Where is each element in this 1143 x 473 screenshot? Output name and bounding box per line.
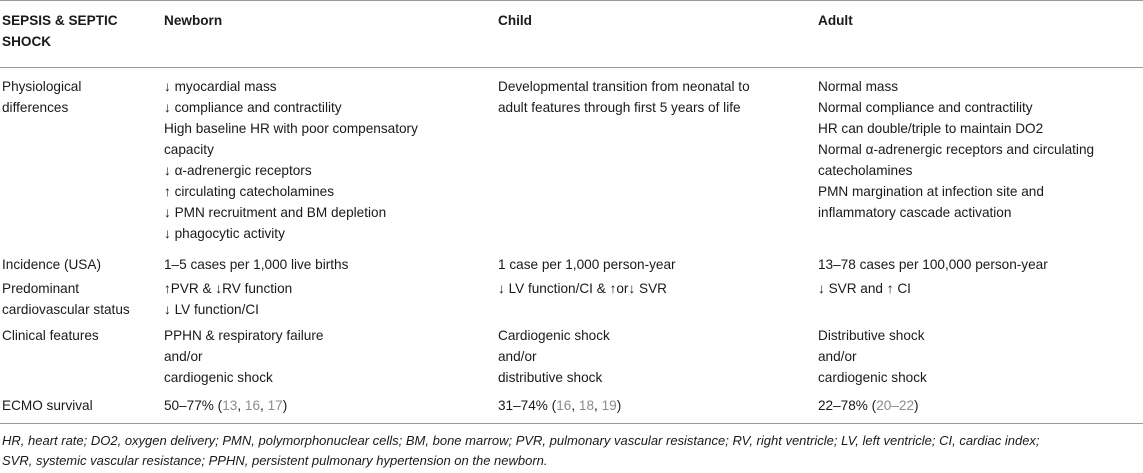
cell-line: distributive shock (498, 370, 603, 385)
row-cardio-label-line: cardiovascular status (2, 302, 130, 317)
row-cardio-newborn (164, 278, 292, 320)
ref-close: ) (616, 398, 622, 413)
ref-separator: , (237, 398, 245, 413)
footnote-line: SVR, systemic vascular resistance; PPHN, persistent pulmonary hypertension on the newborn. (2, 453, 548, 468)
table-top-rule (0, 0, 1143, 1)
row-cardio-label-line: Predominant (2, 281, 80, 296)
cell-line: adult features through first 5 years of life (498, 100, 741, 115)
cell-line: Normal compliance and contractility (818, 100, 1033, 115)
citation-link[interactable]: 16 (556, 398, 572, 413)
row-physio-label (2, 76, 81, 118)
cell-line: catecholamines (818, 163, 913, 178)
cell-line: ↓ LV function/CI (164, 302, 259, 317)
ref-separator: , (594, 398, 602, 413)
ref-separator: , (260, 398, 268, 413)
citation-link[interactable]: 17 (267, 398, 283, 413)
row-clinical-adult (818, 325, 927, 388)
cell-line: cardiogenic shock (818, 370, 927, 385)
citation-link[interactable]: 20–22 (876, 398, 915, 413)
ref-close: ) (914, 398, 919, 413)
cell-line: and/or (164, 349, 203, 364)
cell-line: Distributive shock (818, 328, 925, 343)
cell-line: ↓ compliance and contractility (164, 100, 342, 115)
cell-line: cardiogenic shock (164, 370, 273, 385)
cell-line: ↓ α-adrenergic receptors (164, 163, 312, 178)
cell-line: ↓ myocardial mass (164, 79, 277, 94)
row-cardio-child: ↓ LV function/CI & ↑or↓ SVR (498, 281, 667, 296)
row-cardio-label (2, 278, 130, 320)
row-clinical-child (498, 325, 610, 388)
table-footnote (2, 431, 1142, 471)
ecmo-value: 22–78% ( (818, 398, 877, 413)
header-category-line-2: SHOCK (2, 34, 52, 49)
citation-link[interactable]: 13 (222, 398, 238, 413)
cell-line: ↓ phagocytic activity (164, 226, 285, 241)
cell-line: ↓ PMN recruitment and BM depletion (164, 205, 387, 220)
cell-line: ↑ circulating catecholamines (164, 184, 335, 199)
row-incidence-label: Incidence (USA) (2, 257, 101, 272)
row-clinical-label: Clinical features (2, 328, 99, 343)
row-physio-label-line: differences (2, 100, 69, 115)
ref-close: ) (282, 398, 288, 413)
header-newborn: Newborn (164, 13, 223, 28)
header-category-line-1: SEPSIS & SEPTIC (2, 13, 118, 28)
citation-link[interactable]: 16 (244, 398, 261, 413)
row-clinical-newborn (164, 325, 323, 388)
citation-link[interactable]: 18 (578, 398, 595, 413)
cell-line: PMN margination at infection site and (818, 184, 1044, 199)
cell-line: capacity (164, 142, 214, 157)
row-physio-label-line: Physiological (2, 79, 82, 94)
footnote-line: HR, heart rate; DO2, oxygen delivery; PMN, polymorphonuclear cells; BM, bone marrow; PVR, pulmonary vascular resistance; RV, right ventricle; LV, left ventricle; CI, cardiac index; (2, 433, 1040, 448)
row-ecmo-label: ECMO survival (2, 398, 93, 413)
cell-line: High baseline HR with poor compensatory (164, 121, 418, 136)
cell-line: ↑PVR & ↓RV function (164, 281, 293, 296)
cell-line: HR can double/triple to maintain DO2 (818, 121, 1044, 136)
ecmo-value: 31–74% ( (498, 398, 557, 413)
row-incidence-adult: 13–78 cases per 100,000 person-year (818, 257, 1048, 272)
cell-line: and/or (818, 349, 857, 364)
ref-separator: , (571, 398, 579, 413)
header-child: Child (498, 13, 532, 28)
citation-link[interactable]: 19 (601, 398, 617, 413)
ecmo-value: 50–77% ( (164, 398, 223, 413)
header-adult: Adult (818, 13, 853, 28)
header-category (2, 10, 118, 52)
table-header-rule (0, 67, 1143, 68)
row-ecmo-newborn (164, 395, 287, 416)
cell-line: inflammatory cascade activation (818, 205, 1012, 220)
cell-line: and/or (498, 349, 537, 364)
cell-line: Developmental transition from neonatal to (498, 79, 750, 94)
cell-line: PPHN & respiratory failure (164, 328, 324, 343)
row-incidence-newborn: 1–5 cases per 1,000 live births (164, 257, 349, 272)
row-ecmo-adult (818, 395, 919, 416)
cell-line: Normal α-adrenergic receptors and circulating (818, 142, 1095, 157)
row-physio-child (498, 76, 750, 118)
row-ecmo-child (498, 395, 621, 416)
row-physio-newborn (164, 76, 418, 244)
cell-line: Normal mass (818, 79, 899, 94)
table-bottom-rule (0, 423, 1143, 424)
row-incidence-child: 1 case per 1,000 person-year (498, 257, 676, 272)
cell-line: Cardiogenic shock (498, 328, 610, 343)
row-cardio-adult: ↓ SVR and ↑ CI (818, 281, 911, 296)
row-physio-adult (818, 76, 1094, 223)
